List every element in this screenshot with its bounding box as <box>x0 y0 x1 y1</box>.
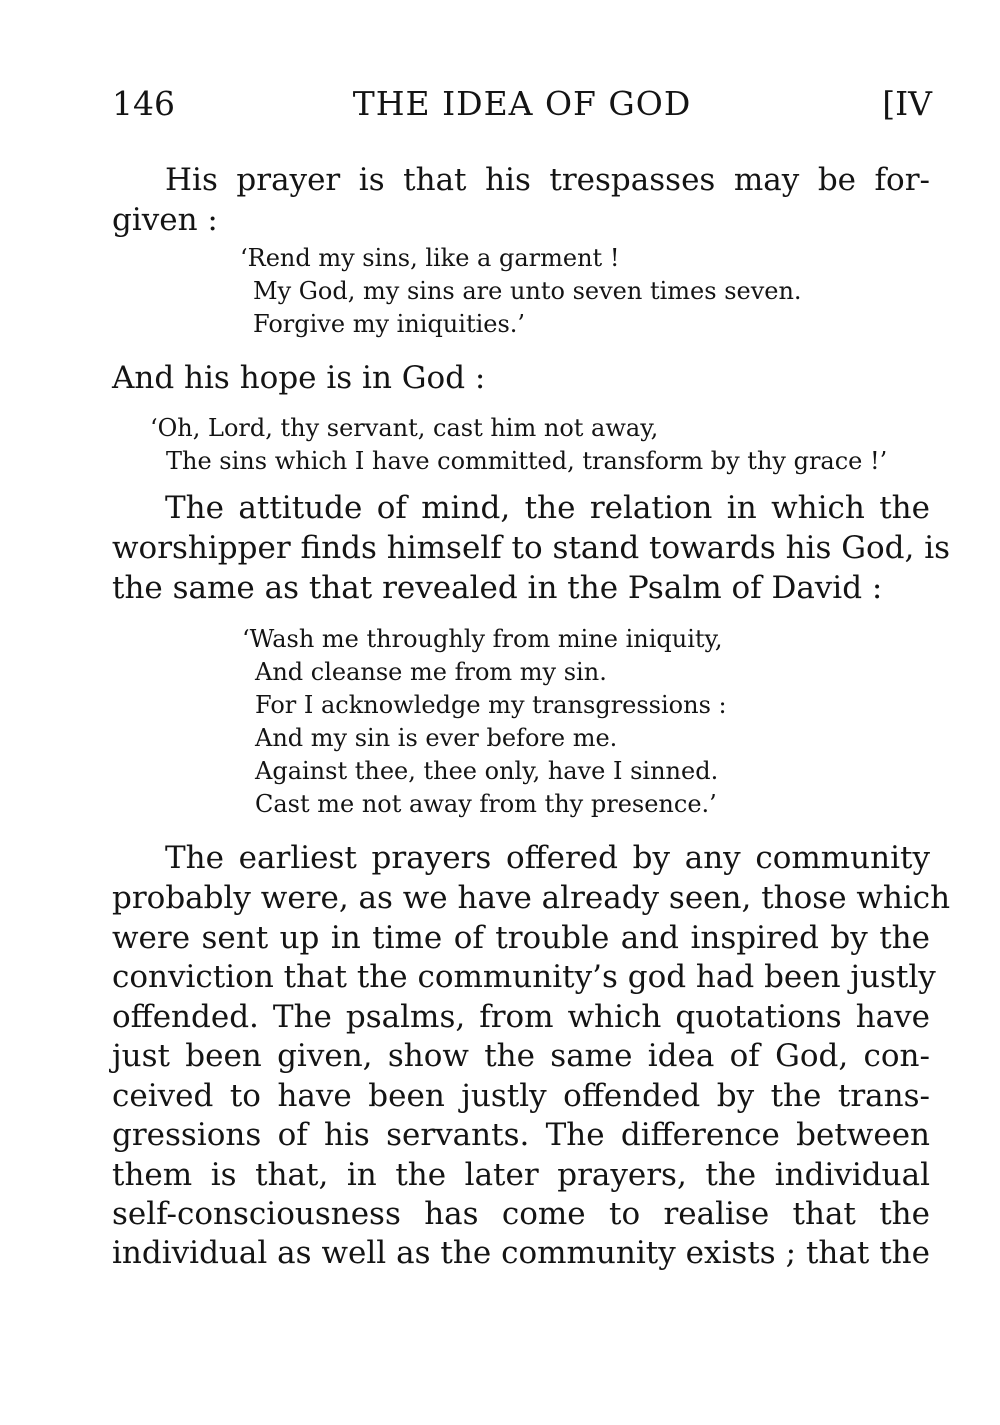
para4-line: were sent up in time of trouble and inspired by the <box>112 920 930 956</box>
para3-line: the same as that revealed in the Psalm of David : <box>112 570 883 606</box>
verse3-line: And cleanse me from my sin. <box>255 658 607 686</box>
running-title: THE IDEA OF GOD <box>352 84 692 123</box>
page-number: 146 <box>112 84 175 123</box>
verse1-line: My God, my sins are unto seven times seven. <box>253 277 802 305</box>
verse2-line: The sins which I have committed, transform by thy grace !’ <box>166 447 888 475</box>
para4-line: just been given, show the same idea of God, con- <box>112 1038 930 1074</box>
para4-line: individual as well as the community exists ; that the <box>112 1235 930 1271</box>
verse3-line: ‘Wash me throughly from mine iniquity, <box>242 625 723 653</box>
para4-line: them is that, in the later prayers, the individual <box>112 1157 930 1193</box>
para4-line: offended. The psalms, from which quotations have <box>112 999 930 1035</box>
verse3-line: And my sin is ever before me. <box>255 724 618 752</box>
para4-line: conviction that the community’s god had been justly <box>112 959 936 995</box>
para4-line: ceived to have been justly offended by the trans- <box>112 1078 930 1114</box>
verse1-line: Forgive my iniquities.’ <box>253 310 526 338</box>
para1-line: His prayer is that his trespasses may be for- <box>165 162 930 198</box>
verse3-line: Against thee, thee only, have I sinned. <box>255 757 719 785</box>
para4-line: gressions of his servants. The difference between <box>112 1117 930 1153</box>
running-header <box>112 84 932 132</box>
para4-line: probably were, as we have already seen, those which <box>112 880 951 916</box>
para4-line: The earliest prayers offered by any community <box>165 840 930 876</box>
para3-line: worshipper finds himself to stand towards his God, is <box>112 530 951 566</box>
verse2-line: ‘Oh, Lord, thy servant, cast him not away, <box>150 414 659 442</box>
verse3-line: For I acknowledge my transgressions : <box>255 691 727 719</box>
section-mark: [IV <box>882 84 932 123</box>
para4-line: self-consciousness has come to realise that the <box>112 1196 930 1232</box>
para3-line: The attitude of mind, the relation in which the <box>165 490 930 526</box>
verse1-line: ‘Rend my sins, like a garment ! <box>240 244 620 272</box>
para2-line: And his hope is in God : <box>112 360 486 396</box>
para1-line: given : <box>112 202 218 238</box>
verse3-line: Cast me not away from thy presence.’ <box>255 790 717 818</box>
